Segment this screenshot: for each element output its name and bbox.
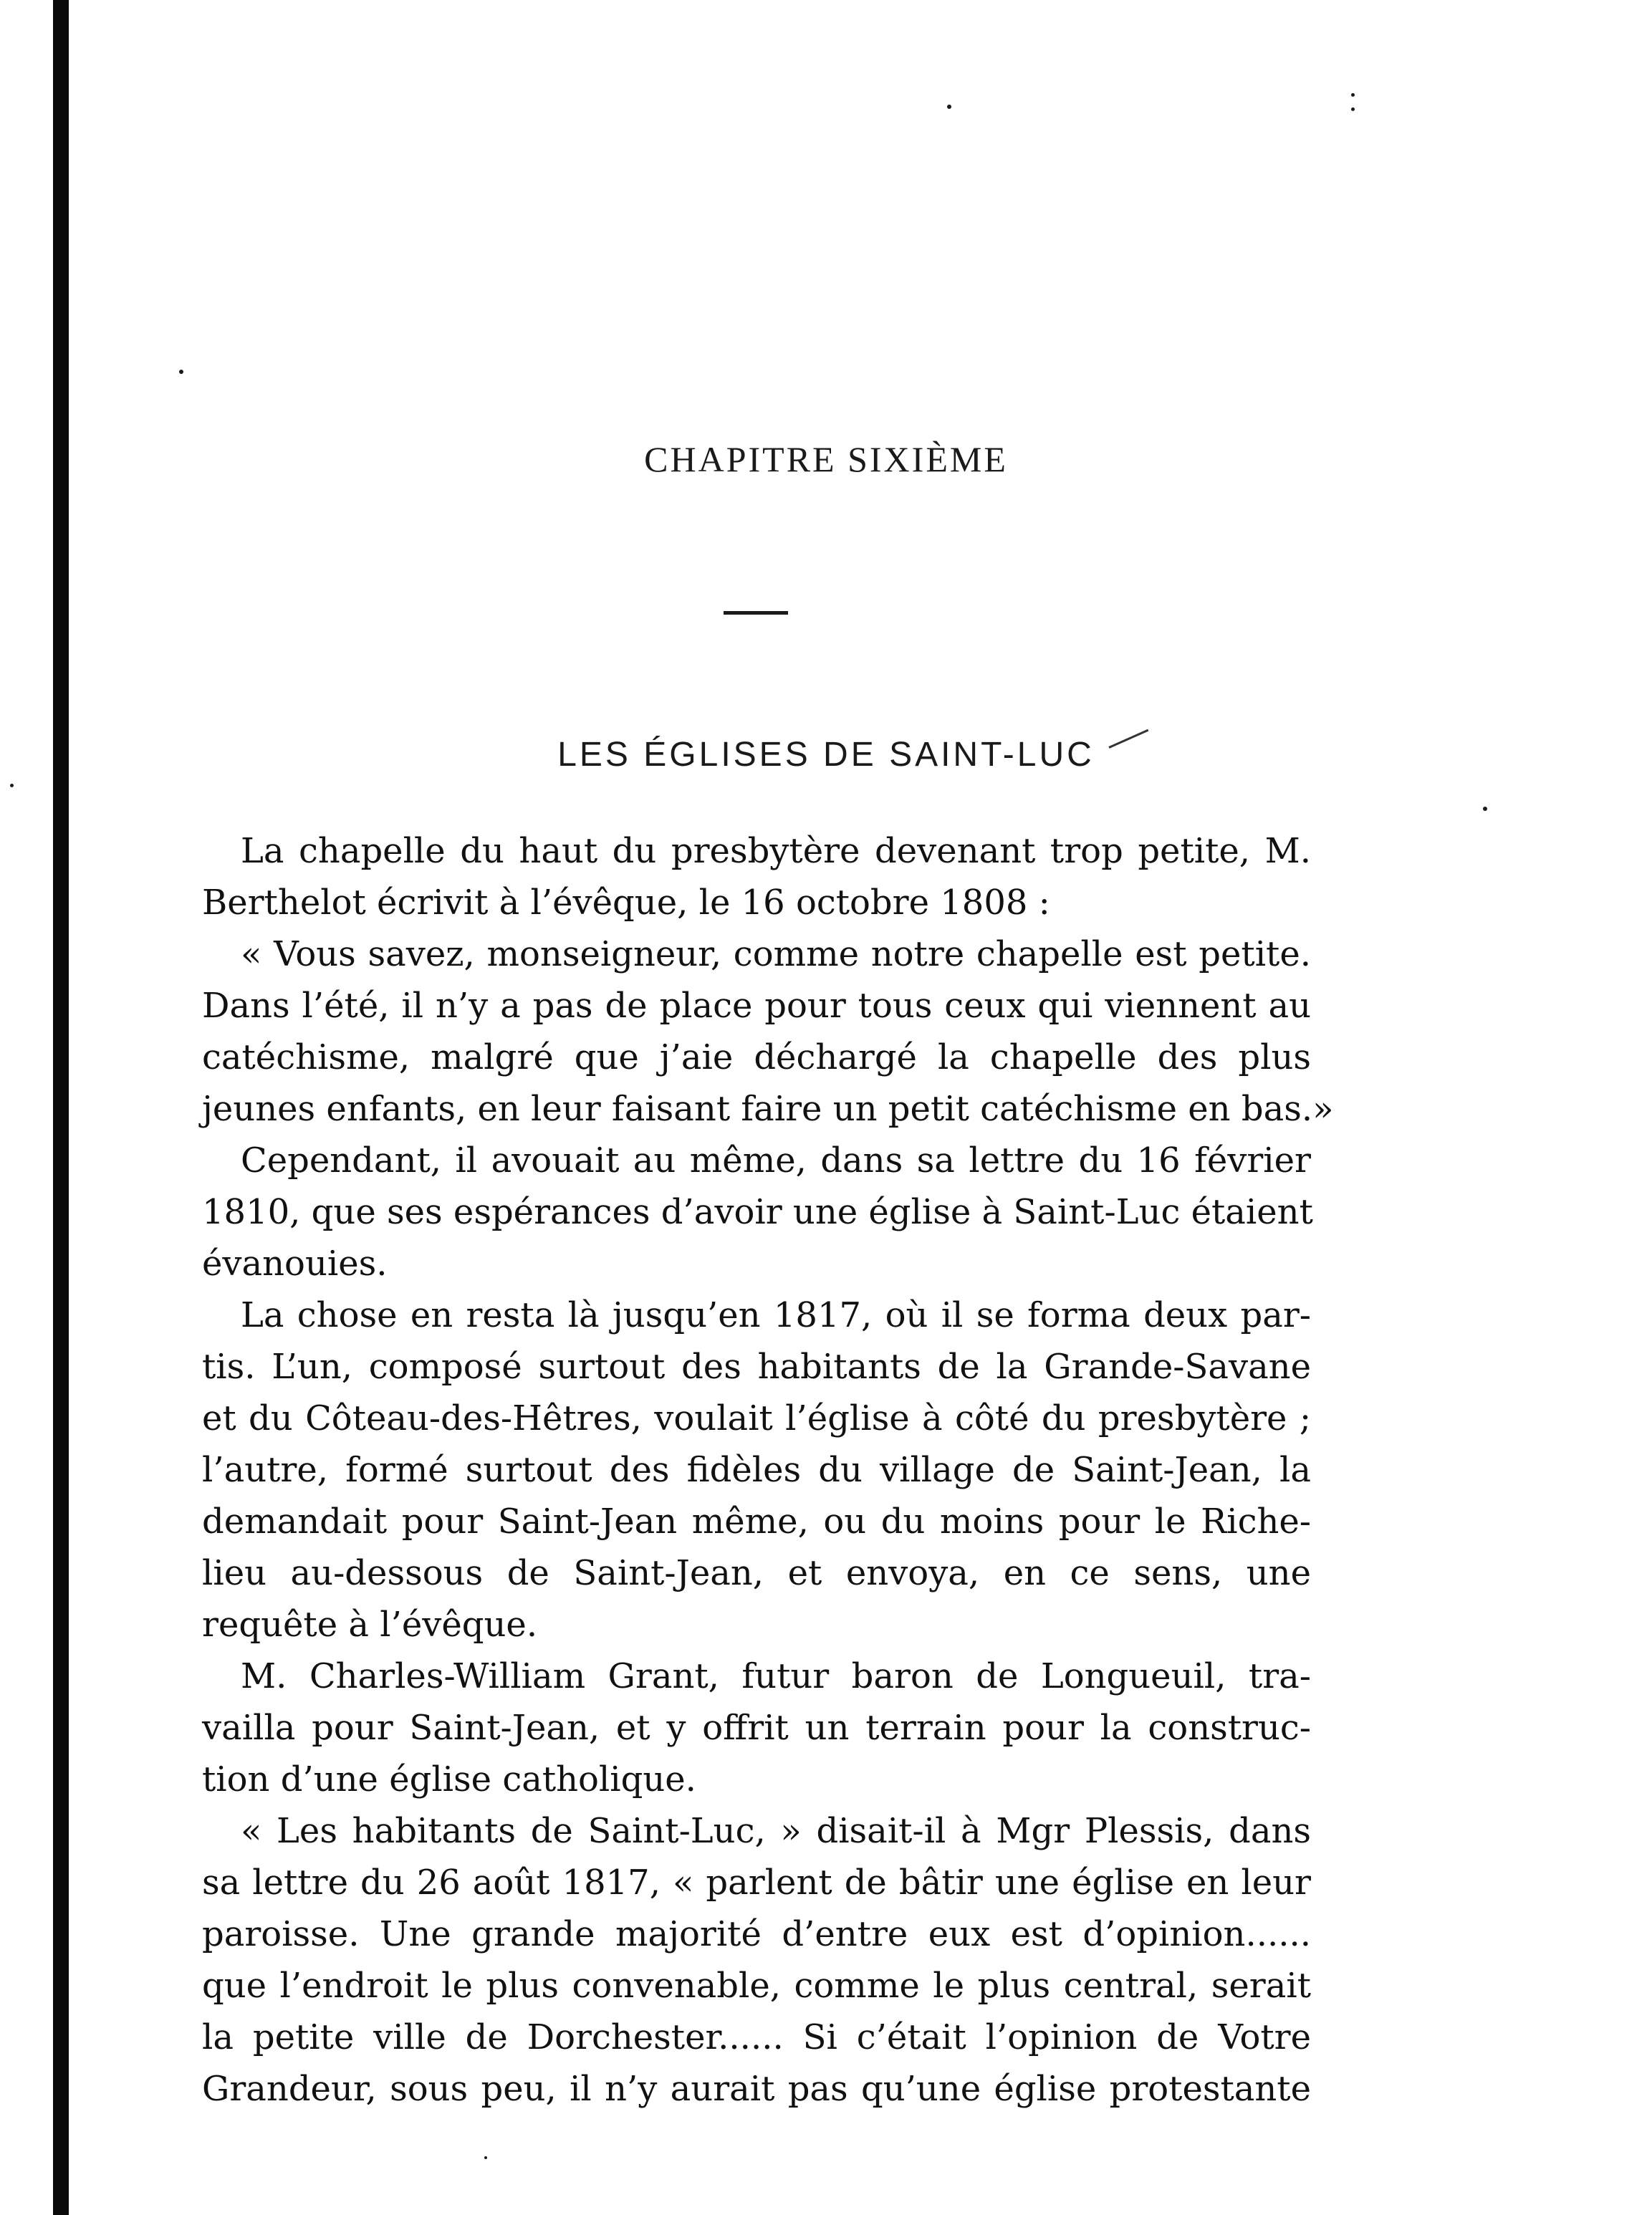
text-line: « Les habitants de Saint-Luc, » disait-il à Mgr Plessis, dans: [241, 1811, 1311, 1851]
chapter-title: CHAPITRE SIXIÈME: [644, 439, 1008, 479]
text-line: la petite ville de Dorchester...... Si c’était l’opinion de Votre: [202, 2017, 1311, 2057]
text-line: que l’endroit le plus convenable, comme le plus central, serait: [202, 1966, 1311, 2006]
text-line: lieu au-dessous de Saint-Jean, et envoya, en ce sens, une: [202, 1553, 1311, 1593]
text-line: requête à l’évêque.: [202, 1605, 538, 1645]
text-line: M. Charles-William Grant, futur baron de Longueuil, tra-: [241, 1656, 1311, 1696]
text-line: vailla pour Saint-Jean, et y offrit un terrain pour la construc-: [202, 1708, 1311, 1748]
scan-speck: [947, 105, 951, 109]
text-line: La chapelle du haut du presbytère devenant trop petite, M.: [241, 831, 1311, 871]
text-line: l’autre, formé surtout des fidèles du village de Saint-Jean, la: [202, 1450, 1311, 1490]
text-line: évanouies.: [202, 1244, 388, 1284]
text-line: « Vous savez, monseigneur, comme notre chapelle est petite.: [241, 934, 1311, 974]
text-line: catéchisme, malgré que j’aie déchargé la chapelle des plus: [202, 1037, 1311, 1077]
text-line: jeunes enfants, en leur faisant faire un petit catéchisme en bas.»: [202, 1089, 1334, 1129]
text-line: sa lettre du 26 août 1817, « parlent de bâtir une église en leur: [202, 1863, 1311, 1903]
text-line: Grandeur, sous peu, il n’y aurait pas qu’une église protestante: [202, 2069, 1311, 2109]
text-line: paroisse. Une grande majorité d’entre eux est d’opinion......: [202, 1914, 1311, 1954]
text-line: Dans l’été, il n’y a pas de place pour tous ceux qui viennent au: [202, 986, 1311, 1026]
title-divider: [724, 611, 788, 615]
body-text: [202, 825, 1334, 2115]
scan-speck: [1351, 93, 1355, 97]
text-line: Cependant, il avouait au même, dans sa lettre du 16 février: [241, 1140, 1311, 1181]
text-line: demandait pour Saint-Jean même, ou du moins pour le Riche-: [202, 1502, 1311, 1542]
book-spine-edge: [53, 0, 69, 2215]
scan-speck: [179, 370, 183, 374]
text-line: tion d’une église catholique.: [202, 1759, 696, 1800]
text-line: Berthelot écrivit à l’évêque, le 16 octobre 1808 :: [202, 883, 1050, 923]
text-line: et du Côteau-des-Hêtres, voulait l’église à côté du presbytère ;: [202, 1398, 1311, 1438]
scan-speck: [484, 2156, 487, 2159]
section-title: LES ÉGLISES DE SAINT-LUC: [557, 736, 1095, 774]
scan-speck: [1351, 107, 1355, 111]
text-line: La chose en resta là jusqu’en 1817, où il se forma deux par-: [241, 1295, 1311, 1335]
scan-speck: [10, 784, 14, 787]
text-line: tis. L’un, composé surtout des habitants de la Grande-Savane: [202, 1347, 1311, 1387]
scan-speck: [1483, 807, 1487, 811]
text-line: 1810, que ses espérances d’avoir une église à Saint-Luc étaient: [202, 1192, 1313, 1232]
